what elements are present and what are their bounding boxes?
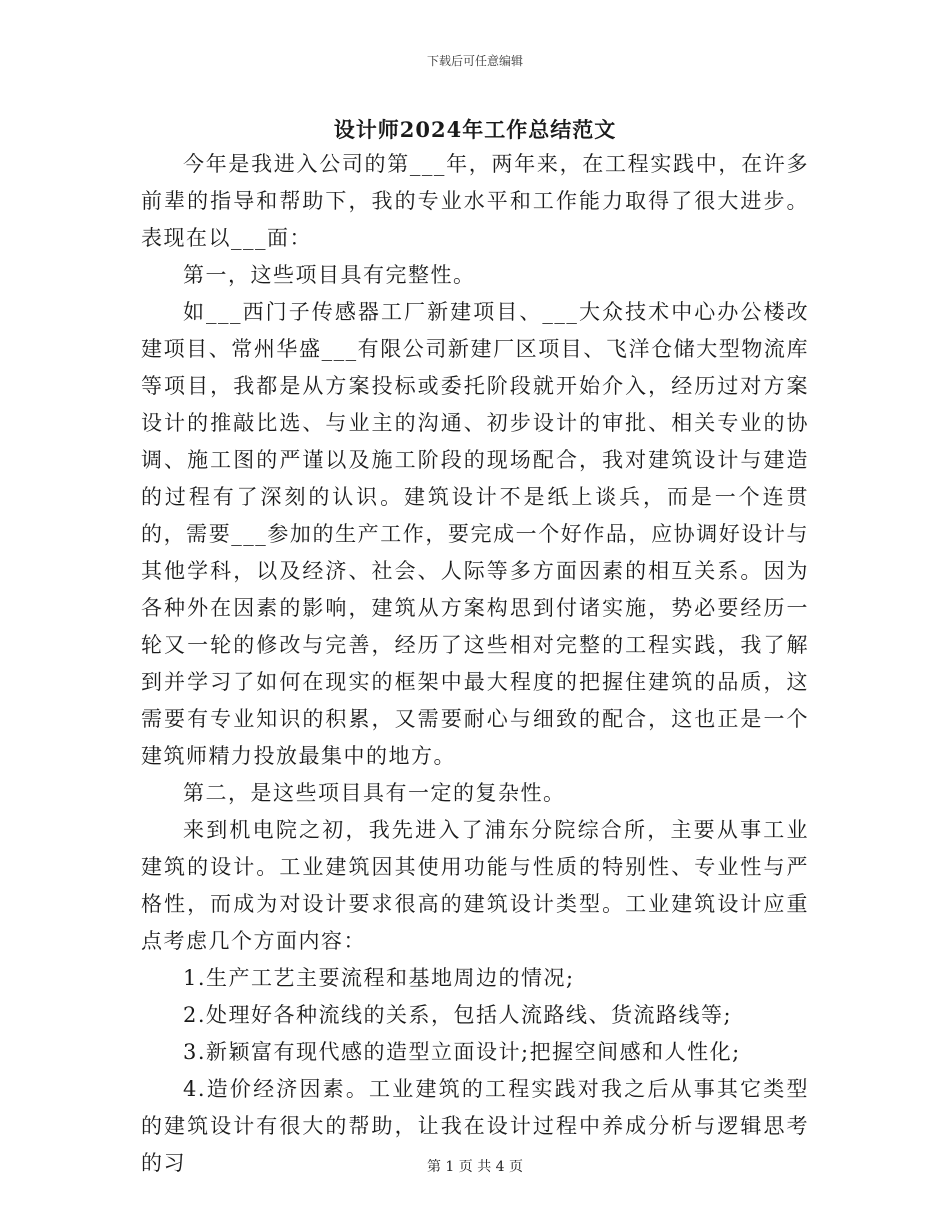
list-item: 1.生产工艺主要流程和基地周边的情况;	[183, 966, 575, 990]
paragraph: 今年是我进入公司的第___年，两年来，在工程实践中，在许多前辈的指导和帮助下，我的专业水平和工作能力取得了很大进步。表现在以___面：	[141, 152, 809, 250]
paragraph: 来到机电院之初，我先进入了浦东分院综合所，主要从事工业建筑的设计。工业建筑因其使用功能与性质的特别性、专业性与严格性，而成为对设计要求很高的建筑设计类型。工业建筑设计应重点考虑几个方面内容：	[141, 818, 809, 953]
paragraph: 第一，这些项目具有完整性。	[183, 263, 476, 287]
paragraph: 如___西门子传感器工厂新建项目、___大众技术中心办公楼改建项目、常州华盛___有限公司新建厂区项目、飞洋仓储大型物流库等项目，我都是从方案投标或委托阶段就开始介入，经历过对方案设计的推敲比选、与业主的沟通、初步设计的审批、相关专业的协调、施工图的严谨以及施工阶段的现场配合，我对建筑设计与建造的过程有了深刻的认识。建筑设计不是纸上谈兵，而是一个连贯的，需要___参加的生产工作，要完成一个好作品，应协调好设计与其他学科，以及经济、社会、人际等多方面因素的相互关系。因为各种外在因素的影响，建筑从方案构思到付诸实施，势必要经历一轮又一轮的修改与完善，经历了这些相对完整的工程实践，我了解到并学习了如何在现实的框架中最大程度的把握住建筑的品质，这需要有专业知识的积累，又需要耐心与细致的配合，这也正是一个建筑师精力投放最集中的地方。	[141, 300, 809, 768]
page-number: 第 1 页 共 4 页	[426, 1159, 524, 1175]
list-item: 2.处理好各种流线的关系，包括人流路线、货流路线等;	[183, 1003, 733, 1027]
paragraph: 第二，是这些项目具有一定的复杂性。	[183, 781, 566, 805]
document-body	[141, 146, 809, 1182]
header-note: 下载后可任意编辑	[426, 54, 523, 68]
document-title: 设计师2024年工作总结范文	[333, 117, 617, 142]
list-item: 4.造价经济因素。工业建筑的工程实践对我之后从事其它类型的建筑设计有很大的帮助，让我在设计过程中养成分析与逻辑思考的习	[141, 1077, 809, 1175]
list-item: 3.新颖富有现代感的造型立面设计;把握空间感和人性化;	[183, 1040, 741, 1064]
